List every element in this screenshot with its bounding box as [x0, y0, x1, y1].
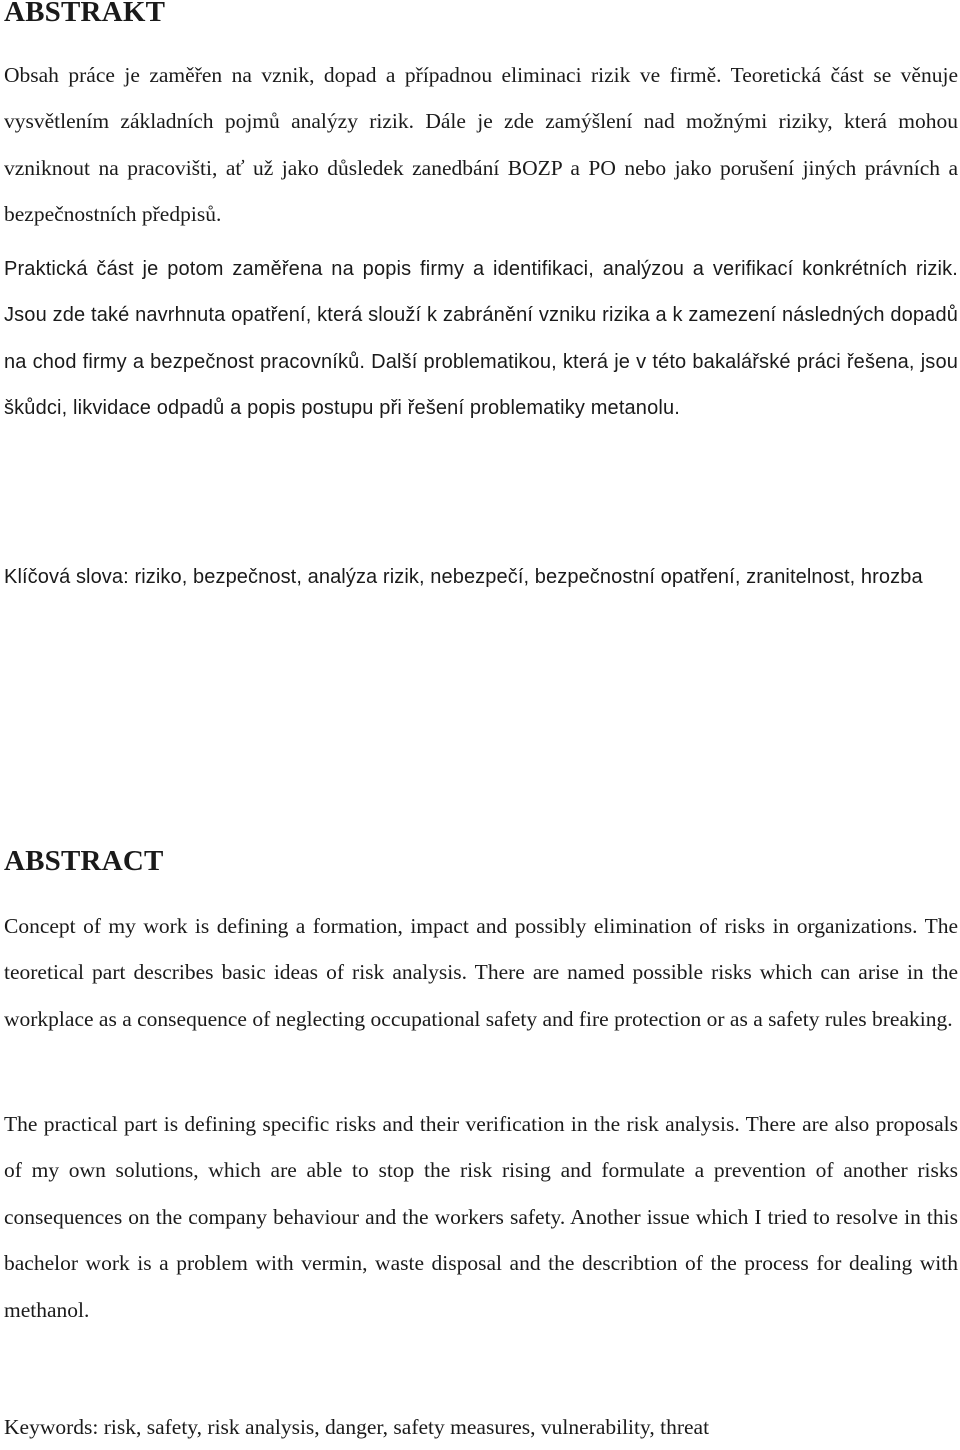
english-keywords: Keywords: risk, safety, risk analysis, danger, safety measures, vulnerability, threat	[4, 1415, 710, 1439]
english-abstract-paragraph-2: The practical part is defining specific risks and their verification in the risk analysis. There are also proposals of my own solutions, which are able to stop the risk rising and formulate a prevention of another risks consequences on the company behaviour and the workers safety. Another issue which I tried to resolve in this bachelor work is a problem with vermin, waste disposal and the describtion of the process for dealing with methanol.	[4, 1112, 958, 1322]
czech-abstract-paragraph-1: Obsah práce je zaměřen na vznik, dopad a případnou eliminaci rizik ve firmě. Teoretická část se věnuje vysvětlením základních pojmů analýzy rizik. Dále je zde zamýšlení nad možnými riziky, která mohou vzniknout na pracovišti, ať už jako důsledek zanedbání BOZP a PO nebo jako porušení jiných právních a bezpečnostních předpisů.	[4, 63, 958, 227]
czech-keywords: Klíčová slova: riziko, bezpečnost, analýza rizik, nebezpečí, bezpečnostní opatření, zranitelnost, hrozba	[4, 566, 923, 588]
english-abstract-title: ABSTRACT	[4, 845, 164, 877]
czech-abstract-paragraph-2: Praktická část je potom zaměřena na popis firmy a identifikaci, analýzou a verifikací konkrétních rizik. Jsou zde také navrhnuta opatření, která slouží k zabránění vzniku rizika a k zamezení následných dopadů na chod firmy a bezpečnost pracovníků. Další problematikou, která je v této bakalářské práci řešena, jsou škůdci, likvidace odpadů a popis postupu při řešení problematiky metanolu.	[4, 258, 958, 420]
czech-abstract-title: ABSTRAKT	[4, 0, 166, 28]
english-abstract-paragraph-1: Concept of my work is defining a formation, impact and possibly elimination of risks in organizations. The teoretical part describes basic ideas of risk analysis. There are named possible risks which can arise in the workplace as a consequence of neglecting occupational safety and fire protection or as a safety rules breaking.	[4, 914, 958, 1031]
